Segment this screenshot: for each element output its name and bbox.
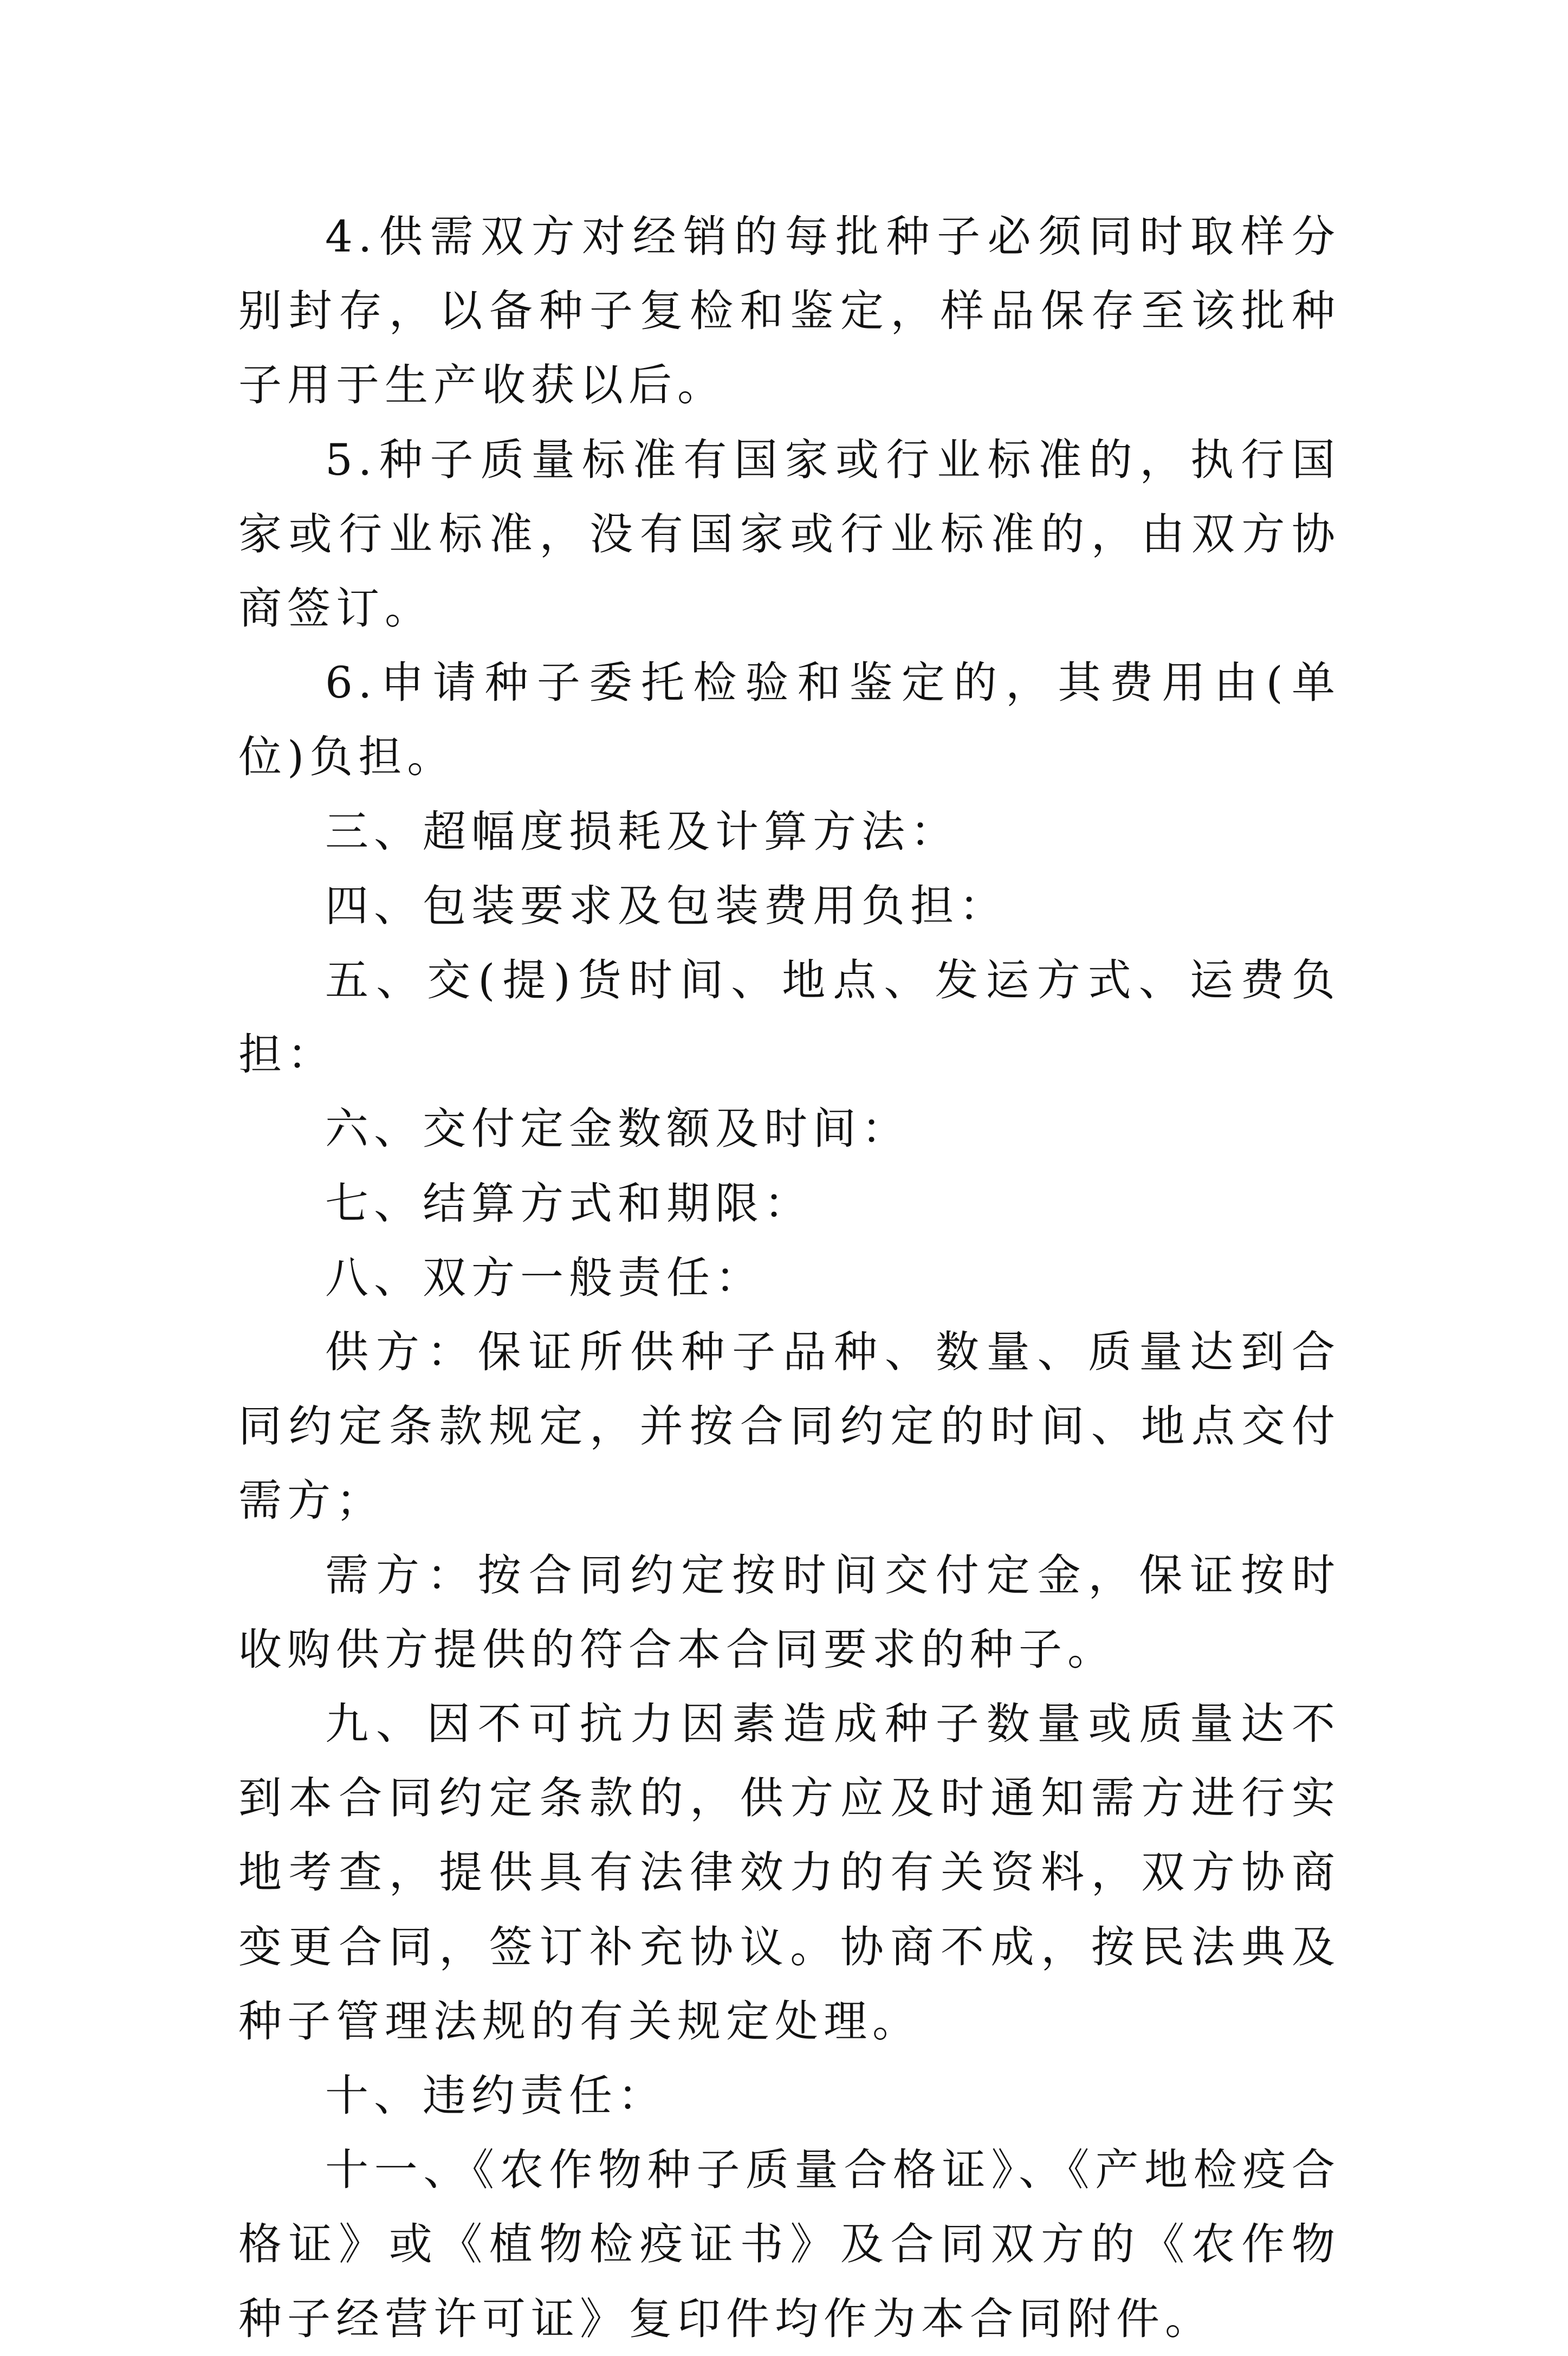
document-body <box>238 199 1340 2356</box>
clause-packaging: 四、包装要求及包装费用负担： <box>325 880 1008 931</box>
paragraph-sample-storage: 4.供需双方对经销的每批种子必须同时取样分别封存，以备种子复检和鉴定，样品保存至该批种子用于生产收获以后。 <box>238 211 1340 411</box>
clause-force-majeure: 九、因不可抗力因素造成种子数量或质量达不到本合同约定条款的，供方应及时通知需方进行实地考查，提供具有法律效力的有关资料，双方协商变更合同，签订补充协议。协商不成，按民法典及种子管理法规的有关规定处理。 <box>238 1699 1340 2047</box>
clause-attachments: 十一、《农作物种子质量合格证》、《产地检疫合格证》或《植物检疫证书》及合同双方的《农作物种子经营许可证》复印件均作为本合同附件。 <box>238 2145 1340 2344</box>
clause-loss-calculation: 三、超幅度损耗及计算方法： <box>325 806 959 857</box>
paragraph-buyer-duty: 需方：按合同约定按时间交付定金，保证按时收购供方提供的符合本合同要求的种子。 <box>238 1550 1340 1675</box>
clause-settlement: 七、结算方式和期限： <box>325 1178 813 1229</box>
clause-general-responsibility: 八、双方一般责任： <box>325 1252 764 1303</box>
clause-delivery: 五、交(提)货时间、地点、发运方式、运费负担： <box>238 955 1340 1080</box>
clause-breach-liability: 十、违约责任： <box>325 2070 666 2121</box>
paragraph-supplier-duty: 供方：保证所供种子品种、数量、质量达到合同约定条款规定，并按合同约定的时间、地点交付需方； <box>238 1327 1340 1526</box>
clause-deposit: 六、交付定金数额及时间： <box>325 1103 910 1154</box>
paragraph-quality-standard: 5.种子质量标准有国家或行业标准的，执行国家或行业标准，没有国家或行业标准的，由双方协商签订。 <box>238 434 1340 634</box>
paragraph-inspection-fee: 6.申请种子委托检验和鉴定的，其费用由(单位)负担。 <box>238 657 1340 783</box>
